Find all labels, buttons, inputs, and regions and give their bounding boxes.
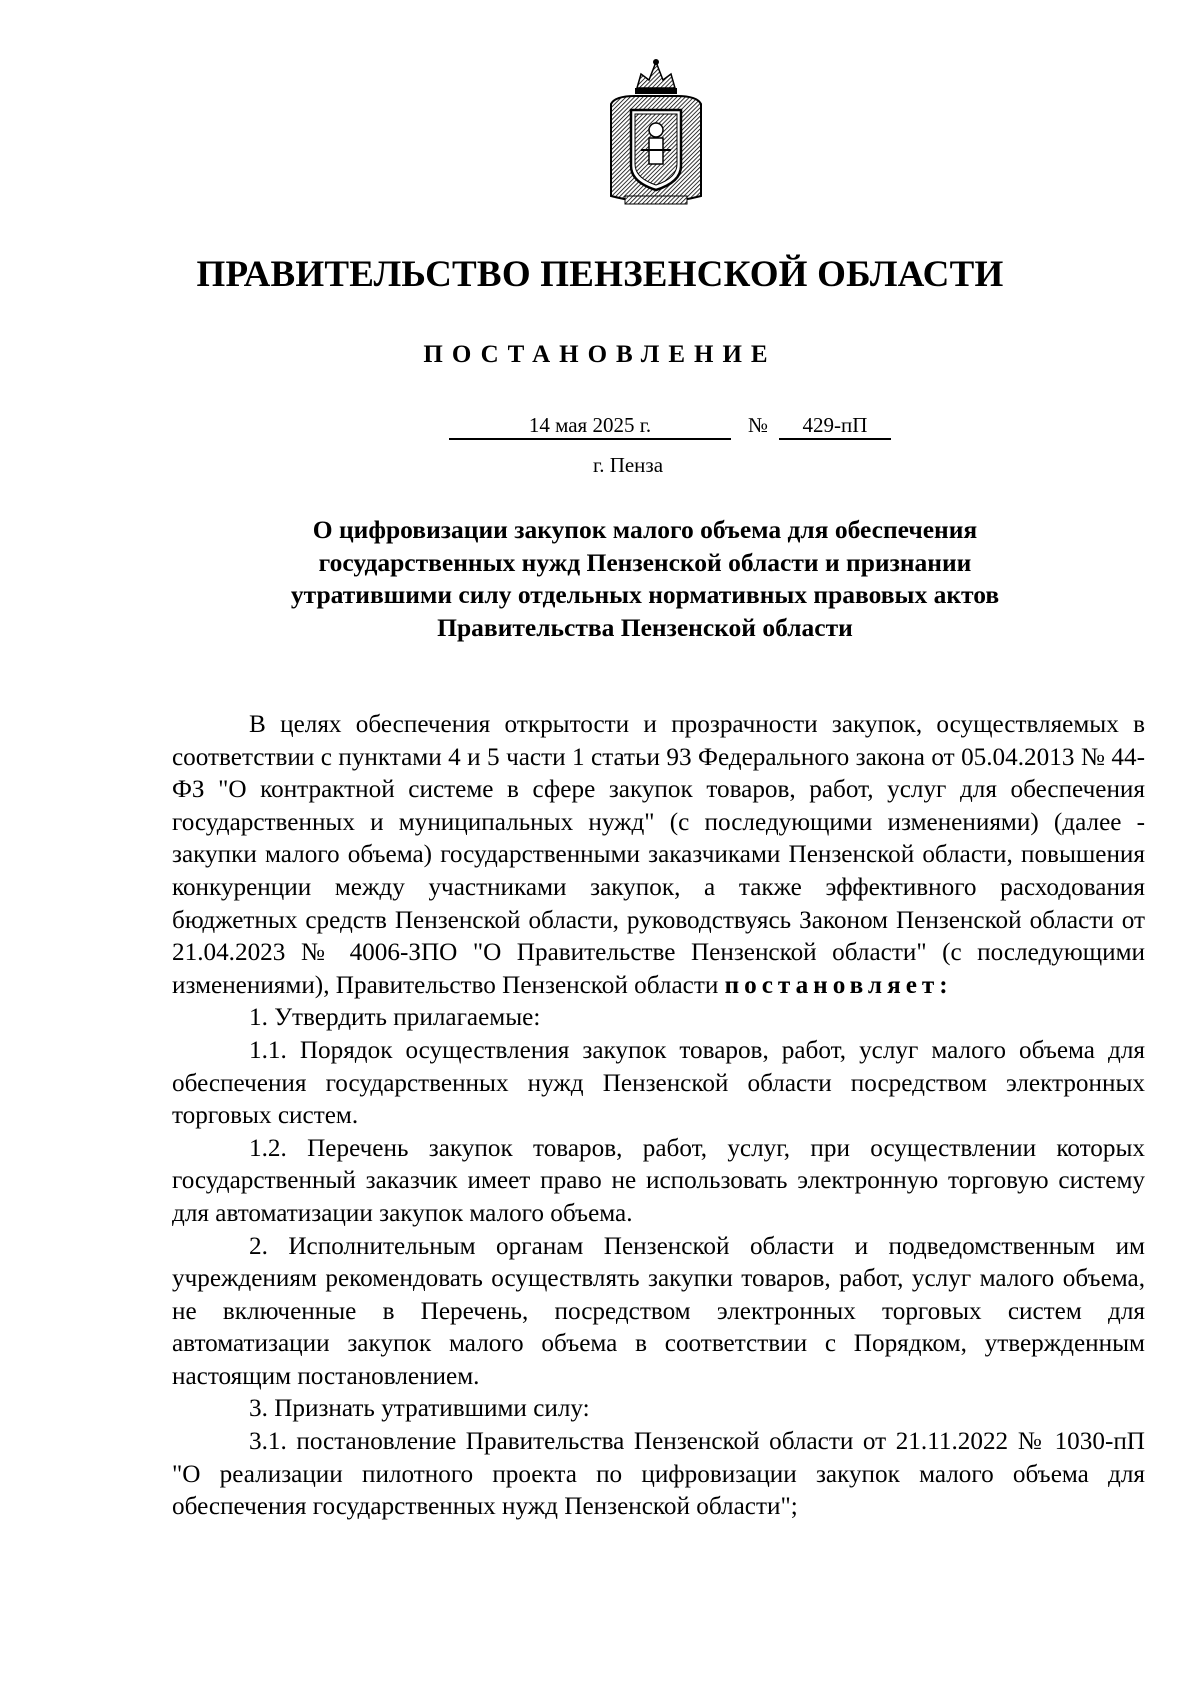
document-title: О цифровизации закупок малого объема для обеспечения государственных нужд Пензенской области и признании утратившими силу отдельных нормативных правовых актов Правительства Пензенской области	[290, 515, 1000, 642]
clause-3-1: 3.1. постановление Правительства Пензенской области от 21.11.2022 № 1030-пП "О реализации пилотного проекта по цифровизации закупок малого объема для обеспечения государственных нужд Пензенской области";	[172, 1428, 1145, 1521]
clause-1: 1. Утвердить прилагаемые:	[249, 1004, 541, 1032]
document-type-heading: ПОСТАНОВЛЕНИЕ	[423, 341, 777, 368]
document-body	[172, 709, 1145, 1524]
preamble-paragraph	[172, 709, 1145, 1002]
clause-3: 3. Признать утратившими силу:	[249, 1395, 590, 1423]
clause-1-2: 1.2. Перечень закупок товаров, работ, услуг, при осуществлении которых государственный заказчик имеет право не использовать электронную торговую систему для автоматизации закупок малого объема.	[172, 1134, 1145, 1227]
clause-2: 2. Исполнительным органам Пензенской области и подведомственным им учреждениям рекомендовать осуществлять закупки товаров, работ, услуг малого объема, не включенные в Перечень, посредством электронных торговых систем для автоматизации закупок малого объема в соответствии с Порядком, утвержденным настоящим постановлением.	[172, 1232, 1145, 1390]
clause-1-1: 1.1. Порядок осуществления закупок товаров, работ, услуг малого объема для обеспечения государственных нужд Пензенской области посредством электронных торговых систем.	[172, 1036, 1145, 1130]
number-sign: №	[747, 413, 769, 437]
resolves-keyword: постановляет:	[724, 971, 953, 999]
preamble-text: В целях обеспечения открытости и прозрачности закупок, осуществляемых в соответствии с пунктами 4 и 5 части 1 статьи 93 Федерального закона от 05.04.2013 № 44-ФЗ "О контрактной системе в сфере закупок товаров, работ, услуг для обеспечения государственных и муниципальных нужд" (с последующими изменениями) (далее - закупки малого объема) государственными заказчиками Пензенской области, повышения конкуренции между участниками закупок, а также эффективного расходования бюджетных средств Пензенской области, руководствуясь Законом Пензенской области от 21.04.2023 № 4006-ЗПО "О Правительстве Пензенской области" (с последующими изменениями), Правительство Пензенской области	[172, 711, 1145, 999]
organization-heading: ПРАВИТЕЛЬСТВО ПЕНЗЕНСКОЙ ОБЛАСТИ	[196, 254, 1004, 295]
document-number-field: 429-пП	[779, 412, 891, 440]
coat-of-arms-icon	[605, 58, 707, 210]
date-field: 14 мая 2025 г.	[449, 412, 731, 440]
city-label: г. Пенза	[592, 453, 664, 477]
